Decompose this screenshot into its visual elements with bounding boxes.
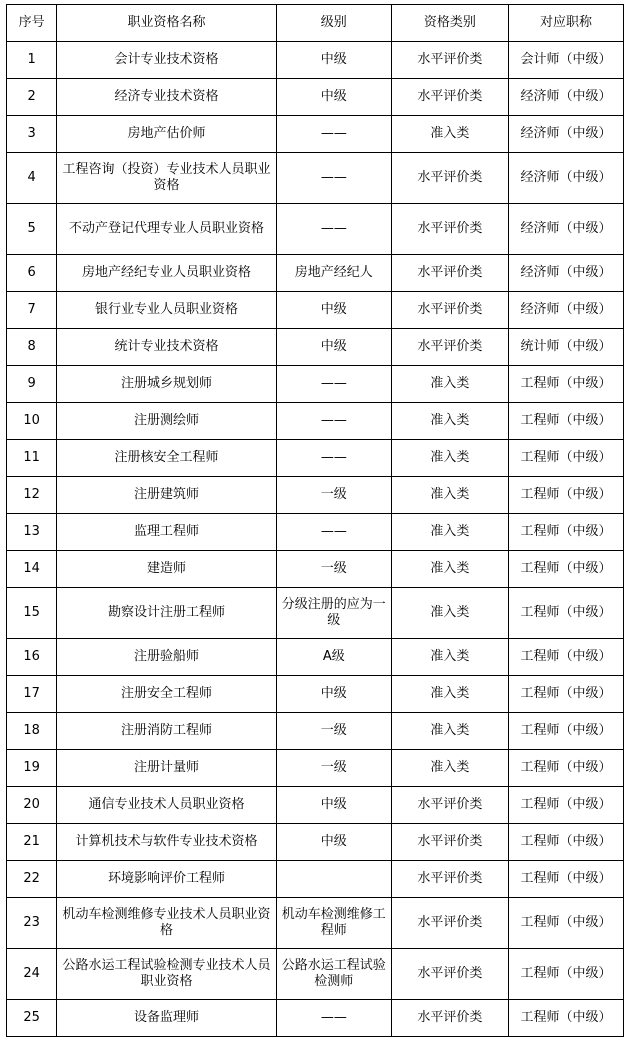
cell-qualification-name-text: 计算机技术与软件专业技术资格 xyxy=(75,833,258,849)
cell-level xyxy=(276,204,391,255)
cell-qualification-name xyxy=(57,42,277,79)
cell-category-text: 准入类 xyxy=(430,722,470,738)
table-row xyxy=(7,403,624,440)
cell-corresponding-title-text: 工程师（中级） xyxy=(520,486,612,502)
cell-qualification-name-text: 通信专业技术人员职业资格 xyxy=(88,796,245,812)
cell-corresponding-title xyxy=(508,787,623,824)
cell-row-number xyxy=(7,403,57,440)
cell-category-text: 水平评价类 xyxy=(417,796,483,812)
table-row xyxy=(7,79,624,116)
cell-row-number xyxy=(7,255,57,292)
cell-category xyxy=(391,588,508,639)
table-row xyxy=(7,292,624,329)
cell-qualification-name xyxy=(57,898,277,949)
cell-level-text: —— xyxy=(320,449,347,465)
table-row xyxy=(7,824,624,861)
cell-corresponding-title xyxy=(508,153,623,204)
cell-category xyxy=(391,713,508,750)
cell-row-number xyxy=(7,153,57,204)
cell-level-text: 中级 xyxy=(320,88,347,104)
cell-category-text: 水平评价类 xyxy=(417,169,483,185)
cell-corresponding-title xyxy=(508,329,623,366)
cell-row-number-text: 3 xyxy=(27,125,36,141)
cell-category xyxy=(391,366,508,403)
cell-corresponding-title xyxy=(508,588,623,639)
cell-row-number xyxy=(7,787,57,824)
table-row xyxy=(7,329,624,366)
cell-row-number-text: 9 xyxy=(27,375,36,391)
table-row xyxy=(7,116,624,153)
cell-qualification-name-text: 建造师 xyxy=(146,560,186,576)
cell-category xyxy=(391,1000,508,1037)
cell-category-text: 准入类 xyxy=(430,412,470,428)
cell-corresponding-title xyxy=(508,204,623,255)
cell-corresponding-title xyxy=(508,1000,623,1037)
cell-level xyxy=(276,1000,391,1037)
cell-qualification-name-text: 公路水运工程试验检测专业技术人员职业资格 xyxy=(62,957,271,989)
cell-row-number xyxy=(7,824,57,861)
cell-level-text: 中级 xyxy=(320,51,347,67)
table-row xyxy=(7,440,624,477)
cell-row-number-text: 24 xyxy=(23,965,40,981)
cell-qualification-name xyxy=(57,787,277,824)
cell-category-text: 准入类 xyxy=(430,685,470,701)
cell-row-number-text: 6 xyxy=(27,264,36,280)
cell-qualification-name-text: 注册城乡规划师 xyxy=(120,375,212,391)
cell-corresponding-title-text: 工程师（中级） xyxy=(520,648,612,664)
cell-category xyxy=(391,403,508,440)
cell-corresponding-title xyxy=(508,255,623,292)
cell-corresponding-title xyxy=(508,551,623,588)
cell-level xyxy=(276,116,391,153)
cell-corresponding-title xyxy=(508,292,623,329)
cell-row-number-text: 12 xyxy=(23,486,40,502)
cell-level xyxy=(276,898,391,949)
cell-qualification-name xyxy=(57,861,277,898)
cell-corresponding-title-text: 工程师（中级） xyxy=(520,914,612,930)
cell-qualification-name xyxy=(57,824,277,861)
cell-qualification-name-text: 房地产估价师 xyxy=(127,125,206,141)
cell-corresponding-title xyxy=(508,750,623,787)
cell-level-text: 中级 xyxy=(320,796,347,812)
cell-corresponding-title-text: 经济师（中级） xyxy=(520,125,612,141)
cell-corresponding-title xyxy=(508,403,623,440)
table-body xyxy=(7,42,624,1037)
cell-category-text: 水平评价类 xyxy=(417,264,483,280)
table-row xyxy=(7,514,624,551)
cell-corresponding-title xyxy=(508,713,623,750)
cell-corresponding-title-text: 工程师（中级） xyxy=(520,523,612,539)
cell-corresponding-title-text: 经济师（中级） xyxy=(520,88,612,104)
cell-row-number xyxy=(7,204,57,255)
cell-level xyxy=(276,949,391,1000)
cell-row-number xyxy=(7,750,57,787)
table-row xyxy=(7,861,624,898)
cell-corresponding-title-text: 经济师（中级） xyxy=(520,220,612,236)
cell-category-text: 准入类 xyxy=(430,604,470,620)
cell-row-number xyxy=(7,676,57,713)
cell-qualification-name-text: 经济专业技术资格 xyxy=(114,88,219,104)
table-row xyxy=(7,588,624,639)
cell-qualification-name xyxy=(57,440,277,477)
cell-corresponding-title-text: 工程师（中级） xyxy=(520,560,612,576)
cell-row-number-text: 13 xyxy=(23,523,40,539)
cell-category-text: 准入类 xyxy=(430,759,470,775)
cell-category-text: 准入类 xyxy=(430,486,470,502)
cell-row-number xyxy=(7,898,57,949)
cell-level xyxy=(276,42,391,79)
cell-level xyxy=(276,750,391,787)
cell-corresponding-title-text: 工程师（中级） xyxy=(520,604,612,620)
cell-row-number-text: 11 xyxy=(23,449,40,465)
table-row xyxy=(7,898,624,949)
cell-row-number xyxy=(7,713,57,750)
cell-qualification-name-text: 勘察设计注册工程师 xyxy=(107,604,225,620)
table-row xyxy=(7,477,624,514)
cell-category-text: 准入类 xyxy=(430,375,470,391)
cell-qualification-name xyxy=(57,153,277,204)
cell-row-number xyxy=(7,116,57,153)
cell-category xyxy=(391,153,508,204)
cell-qualification-name xyxy=(57,366,277,403)
cell-level-text: 中级 xyxy=(320,685,347,701)
cell-qualification-name xyxy=(57,1000,277,1037)
cell-category-text: 准入类 xyxy=(430,560,470,576)
table-header xyxy=(7,5,624,42)
cell-category xyxy=(391,639,508,676)
cell-level xyxy=(276,861,391,898)
cell-level xyxy=(276,477,391,514)
cell-level-text: 一级 xyxy=(320,759,347,775)
cell-category-text: 水平评价类 xyxy=(417,965,483,981)
cell-row-number-text: 16 xyxy=(23,648,40,664)
cell-level xyxy=(276,292,391,329)
table-row xyxy=(7,1000,624,1037)
cell-row-number xyxy=(7,1000,57,1037)
cell-qualification-name xyxy=(57,639,277,676)
cell-corresponding-title-text: 工程师（中级） xyxy=(520,759,612,775)
cell-row-number-text: 19 xyxy=(23,759,40,775)
cell-row-number-text: 8 xyxy=(27,338,36,354)
table-row xyxy=(7,551,624,588)
cell-corresponding-title-text: 工程师（中级） xyxy=(520,412,612,428)
cell-corresponding-title xyxy=(508,366,623,403)
cell-row-number-text: 17 xyxy=(23,685,40,701)
cell-corresponding-title xyxy=(508,79,623,116)
cell-row-number-text: 23 xyxy=(23,914,40,930)
cell-corresponding-title-text: 会计师（中级） xyxy=(520,51,612,67)
header-row xyxy=(7,5,624,42)
cell-category xyxy=(391,750,508,787)
cell-qualification-name-text: 银行业专业人员职业资格 xyxy=(94,301,238,317)
cell-level xyxy=(276,588,391,639)
cell-row-number xyxy=(7,42,57,79)
cell-category-text: 水平评价类 xyxy=(417,338,483,354)
cell-qualification-name xyxy=(57,116,277,153)
cell-level xyxy=(276,440,391,477)
cell-level-text: 一级 xyxy=(320,486,347,502)
table-row xyxy=(7,639,624,676)
cell-corresponding-title xyxy=(508,42,623,79)
cell-level xyxy=(276,551,391,588)
cell-category xyxy=(391,787,508,824)
cell-level-text: —— xyxy=(320,220,347,236)
cell-qualification-name xyxy=(57,713,277,750)
cell-level xyxy=(276,824,391,861)
cell-category-text: 水平评价类 xyxy=(417,833,483,849)
professional-qualification-table xyxy=(6,4,624,1037)
cell-qualification-name xyxy=(57,403,277,440)
cell-qualification-name-text: 注册验船师 xyxy=(133,648,199,664)
cell-category-text: 水平评价类 xyxy=(417,51,483,67)
cell-corresponding-title-text: 工程师（中级） xyxy=(520,796,612,812)
cell-corresponding-title-text: 工程师（中级） xyxy=(520,870,612,886)
cell-level-text: 中级 xyxy=(320,301,347,317)
table-row xyxy=(7,676,624,713)
cell-category xyxy=(391,676,508,713)
cell-row-number-text: 14 xyxy=(23,560,40,576)
cell-qualification-name-text: 工程咨询（投资）专业技术人员职业资格 xyxy=(62,161,271,193)
cell-qualification-name-text: 设备监理师 xyxy=(133,1009,199,1025)
cell-row-number xyxy=(7,79,57,116)
cell-corresponding-title xyxy=(508,949,623,1000)
cell-row-number-text: 22 xyxy=(23,870,40,886)
cell-corresponding-title-text: 工程师（中级） xyxy=(520,965,612,981)
cell-level xyxy=(276,514,391,551)
cell-row-number xyxy=(7,949,57,1000)
cell-qualification-name-text: 注册测绘师 xyxy=(133,412,199,428)
cell-qualification-name-text: 机动车检测维修专业技术人员职业资格 xyxy=(62,906,271,938)
cell-row-number-text: 18 xyxy=(23,722,40,738)
cell-qualification-name-text: 环境影响评价工程师 xyxy=(107,870,225,886)
cell-level xyxy=(276,676,391,713)
cell-qualification-name-text: 注册计量师 xyxy=(133,759,199,775)
cell-category xyxy=(391,42,508,79)
table-row xyxy=(7,204,624,255)
cell-qualification-name-text: 会计专业技术资格 xyxy=(114,51,219,67)
cell-corresponding-title-text: 工程师（中级） xyxy=(520,1009,612,1025)
cell-qualification-name xyxy=(57,255,277,292)
cell-category xyxy=(391,898,508,949)
cell-level xyxy=(276,403,391,440)
column-header-title: 对应职称 xyxy=(508,5,623,42)
table-row xyxy=(7,366,624,403)
cell-row-number-text: 10 xyxy=(23,412,40,428)
cell-level-text: 公路水运工程试验检测师 xyxy=(281,957,386,989)
cell-row-number-text: 2 xyxy=(27,88,36,104)
cell-qualification-name-text: 房地产经纪专业人员职业资格 xyxy=(81,264,251,280)
table-row xyxy=(7,713,624,750)
cell-row-number xyxy=(7,514,57,551)
cell-category xyxy=(391,551,508,588)
column-header-level: 级别 xyxy=(276,5,391,42)
cell-row-number xyxy=(7,329,57,366)
cell-level xyxy=(276,329,391,366)
cell-qualification-name xyxy=(57,329,277,366)
table-row xyxy=(7,153,624,204)
cell-category-text: 准入类 xyxy=(430,648,470,664)
cell-qualification-name-text: 注册建筑师 xyxy=(133,486,199,502)
cell-qualification-name xyxy=(57,292,277,329)
cell-corresponding-title xyxy=(508,477,623,514)
cell-level xyxy=(276,639,391,676)
cell-qualification-name xyxy=(57,204,277,255)
cell-level xyxy=(276,713,391,750)
cell-level-text: A级 xyxy=(322,648,345,664)
cell-qualification-name xyxy=(57,676,277,713)
cell-level-text: —— xyxy=(320,523,347,539)
cell-corresponding-title-text: 经济师（中级） xyxy=(520,169,612,185)
table-row xyxy=(7,750,624,787)
cell-category xyxy=(391,514,508,551)
column-header-no: 序号 xyxy=(7,5,57,42)
cell-corresponding-title-text: 工程师（中级） xyxy=(520,449,612,465)
cell-level xyxy=(276,79,391,116)
table-row xyxy=(7,42,624,79)
cell-corresponding-title xyxy=(508,514,623,551)
cell-qualification-name xyxy=(57,514,277,551)
cell-category xyxy=(391,477,508,514)
cell-level xyxy=(276,255,391,292)
cell-level-text: —— xyxy=(320,169,347,185)
cell-level-text: 分级注册的应为一级 xyxy=(281,596,386,628)
cell-category-text: 水平评价类 xyxy=(417,914,483,930)
cell-qualification-name-text: 监理工程师 xyxy=(133,523,199,539)
cell-qualification-name-text: 注册消防工程师 xyxy=(120,722,212,738)
cell-level-text: 中级 xyxy=(320,833,347,849)
cell-row-number-text: 1 xyxy=(27,51,36,67)
cell-category xyxy=(391,116,508,153)
cell-row-number xyxy=(7,292,57,329)
cell-level-text: 一级 xyxy=(320,560,347,576)
cell-corresponding-title-text: 经济师（中级） xyxy=(520,301,612,317)
cell-corresponding-title xyxy=(508,440,623,477)
cell-category-text: 水平评价类 xyxy=(417,88,483,104)
cell-corresponding-title xyxy=(508,824,623,861)
cell-row-number-text: 25 xyxy=(23,1009,40,1025)
cell-corresponding-title-text: 经济师（中级） xyxy=(520,264,612,280)
cell-category xyxy=(391,949,508,1000)
cell-category-text: 水平评价类 xyxy=(417,1009,483,1025)
cell-corresponding-title-text: 统计师（中级） xyxy=(520,338,612,354)
cell-qualification-name xyxy=(57,79,277,116)
cell-category xyxy=(391,440,508,477)
cell-category-text: 水平评价类 xyxy=(417,301,483,317)
cell-row-number-text: 7 xyxy=(27,301,36,317)
cell-level xyxy=(276,787,391,824)
cell-category-text: 水平评价类 xyxy=(417,870,483,886)
cell-category xyxy=(391,292,508,329)
cell-corresponding-title xyxy=(508,116,623,153)
cell-qualification-name xyxy=(57,588,277,639)
cell-level-text: —— xyxy=(320,125,347,141)
cell-corresponding-title xyxy=(508,639,623,676)
cell-level-text: —— xyxy=(320,412,347,428)
cell-corresponding-title-text: 工程师（中级） xyxy=(520,685,612,701)
cell-category xyxy=(391,824,508,861)
cell-row-number-text: 5 xyxy=(27,220,36,236)
cell-qualification-name xyxy=(57,750,277,787)
cell-row-number xyxy=(7,477,57,514)
cell-level-text: 房地产经纪人 xyxy=(294,264,373,280)
cell-qualification-name xyxy=(57,477,277,514)
cell-category xyxy=(391,79,508,116)
cell-row-number-text: 4 xyxy=(27,169,36,185)
cell-corresponding-title-text: 工程师（中级） xyxy=(520,375,612,391)
cell-level xyxy=(276,153,391,204)
cell-level-text: —— xyxy=(320,375,347,391)
cell-category xyxy=(391,861,508,898)
cell-qualification-name-text: 统计专业技术资格 xyxy=(114,338,219,354)
cell-qualification-name-text: 不动产登记代理专业人员职业资格 xyxy=(68,220,264,236)
cell-row-number-text: 20 xyxy=(23,796,40,812)
cell-level-text: 一级 xyxy=(320,722,347,738)
cell-row-number xyxy=(7,366,57,403)
cell-category-text: 准入类 xyxy=(430,125,470,141)
cell-category xyxy=(391,329,508,366)
cell-row-number xyxy=(7,861,57,898)
table-row xyxy=(7,787,624,824)
cell-corresponding-title xyxy=(508,676,623,713)
cell-qualification-name-text: 注册安全工程师 xyxy=(120,685,212,701)
cell-row-number xyxy=(7,551,57,588)
cell-row-number xyxy=(7,588,57,639)
cell-category xyxy=(391,255,508,292)
table-row xyxy=(7,255,624,292)
cell-category-text: 准入类 xyxy=(430,449,470,465)
cell-level-text: 中级 xyxy=(320,338,347,354)
cell-level-text: —— xyxy=(320,1009,347,1025)
cell-corresponding-title-text: 工程师（中级） xyxy=(520,722,612,738)
cell-category-text: 准入类 xyxy=(430,523,470,539)
cell-corresponding-title-text: 工程师（中级） xyxy=(520,833,612,849)
table-row xyxy=(7,949,624,1000)
column-header-name: 职业资格名称 xyxy=(57,5,277,42)
cell-level xyxy=(276,366,391,403)
cell-row-number xyxy=(7,440,57,477)
cell-corresponding-title xyxy=(508,861,623,898)
cell-qualification-name-text: 注册核安全工程师 xyxy=(114,449,219,465)
cell-category xyxy=(391,204,508,255)
cell-qualification-name xyxy=(57,551,277,588)
cell-category-text: 水平评价类 xyxy=(417,220,483,236)
cell-row-number-text: 21 xyxy=(23,833,40,849)
cell-qualification-name xyxy=(57,949,277,1000)
cell-row-number xyxy=(7,639,57,676)
cell-row-number-text: 15 xyxy=(23,604,40,620)
cell-corresponding-title xyxy=(508,898,623,949)
cell-level-text: 机动车检测维修工程师 xyxy=(281,906,386,938)
column-header-category: 资格类别 xyxy=(391,5,508,42)
